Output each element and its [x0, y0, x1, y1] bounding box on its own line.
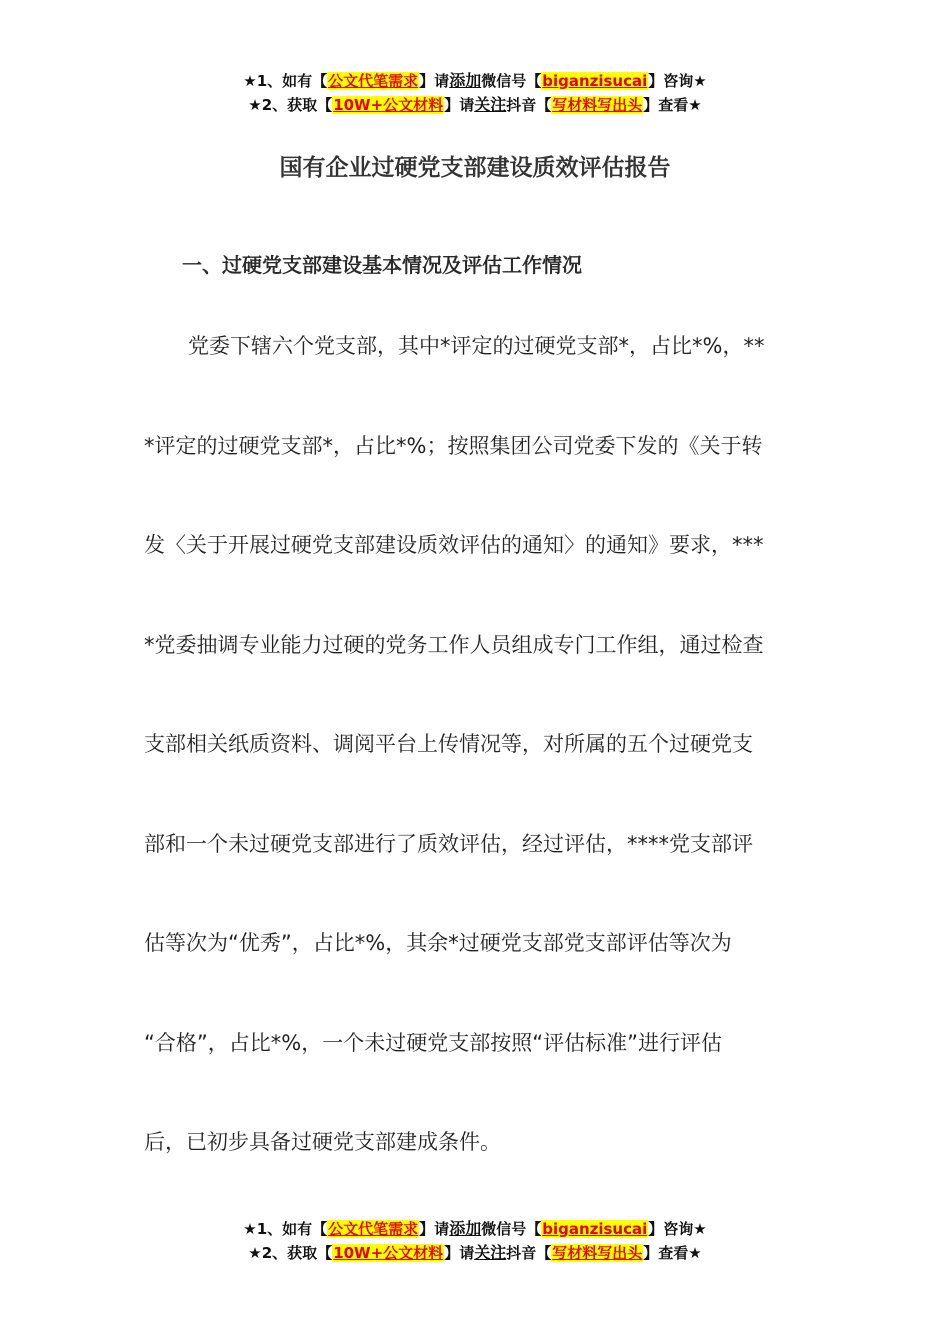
- paragraph-line: 支部相关纸质资料、调阅平台上传情况等，对所属的五个过硬党支: [144, 732, 753, 756]
- promo-highlight-service: 公文代笔需求: [328, 72, 419, 90]
- promo-banner-top: [0, 69, 950, 117]
- paragraph-line: *评定的过硬党支部*，占比*%；按照集团公司党委下发的《关于转: [144, 433, 763, 458]
- section-heading: 一、过硬党支部建设基本情况及评估工作情况: [182, 253, 582, 277]
- promo-highlight-materials: 10W+公文材料: [333, 1244, 444, 1262]
- promo-line-1: [0, 1217, 950, 1241]
- promo-line-1-mid2: 微信号【: [481, 1220, 542, 1238]
- promo-line-2: [0, 93, 950, 117]
- promo-line-2-mid: 】请: [444, 96, 475, 114]
- promo-line-1-mid: 】请: [419, 1220, 450, 1238]
- document-title: 国有企业过硬党支部建设质效评估报告: [279, 155, 671, 181]
- promo-line-1: [0, 69, 950, 93]
- promo-highlight-wechat-id: biganzisucai: [542, 1220, 648, 1238]
- promo-line-1-suffix: 】咨询★: [648, 72, 707, 90]
- promo-banner-bottom: [0, 1217, 950, 1265]
- paragraph-line: 后，已初步具备过硬党支部建成条件。: [144, 1130, 501, 1154]
- promo-line-1-prefix: ★1、如有【: [243, 1220, 328, 1238]
- promo-line-2: [0, 1241, 950, 1265]
- promo-line-1-suffix: 】咨询★: [648, 1220, 707, 1238]
- promo-highlight-materials: 10W+公文材料: [333, 96, 444, 114]
- promo-highlight-douyin-account: 写材料写出头: [552, 1244, 643, 1262]
- promo-line-1-mid: 】请: [419, 72, 450, 90]
- promo-line-2-mid: 】请: [444, 1244, 475, 1262]
- promo-emphasis-follow: 关注: [474, 95, 507, 114]
- promo-line-2-mid2: 抖音【: [506, 1244, 552, 1262]
- paragraph-line: 部和一个未过硬党支部进行了质效评估，经过评估，****党支部评: [144, 831, 753, 856]
- promo-highlight-douyin-account: 写材料写出头: [552, 96, 643, 114]
- promo-line-2-suffix: 】查看★: [643, 1244, 702, 1262]
- paragraph-line: 估等次为“优秀”，占比*%，其余*过硬党支部党支部评估等次为: [144, 931, 732, 955]
- promo-line-2-suffix: 】查看★: [643, 96, 702, 114]
- promo-emphasis-add: 添加: [449, 1219, 482, 1238]
- body-paragraph: [144, 325, 804, 1221]
- paragraph-line: 发〈关于开展过硬党支部建设质效评估的通知〉的通知》要求，***: [144, 533, 764, 557]
- promo-line-2-mid2: 抖音【: [506, 96, 552, 114]
- promo-line-1-mid2: 微信号【: [481, 72, 542, 90]
- paragraph-line: *党委抽调专业能力过硬的党务工作人员组成专门工作组，通过检查: [144, 632, 764, 657]
- paragraph-line: “合格”，占比*%，一个未过硬党支部按照“评估标准”进行评估: [144, 1030, 722, 1055]
- promo-line-2-prefix: ★2、获取【: [248, 1244, 333, 1262]
- promo-highlight-service: 公文代笔需求: [328, 1220, 419, 1238]
- promo-highlight-wechat-id: biganzisucai: [542, 72, 648, 90]
- promo-line-2-prefix: ★2、获取【: [248, 96, 333, 114]
- promo-emphasis-follow: 关注: [474, 1243, 507, 1262]
- promo-emphasis-add: 添加: [449, 71, 482, 90]
- promo-line-1-prefix: ★1、如有【: [243, 72, 328, 90]
- paragraph-line: 党委下辖六个党支部，其中*评定的过硬党支部*，占比*%，**: [188, 334, 765, 358]
